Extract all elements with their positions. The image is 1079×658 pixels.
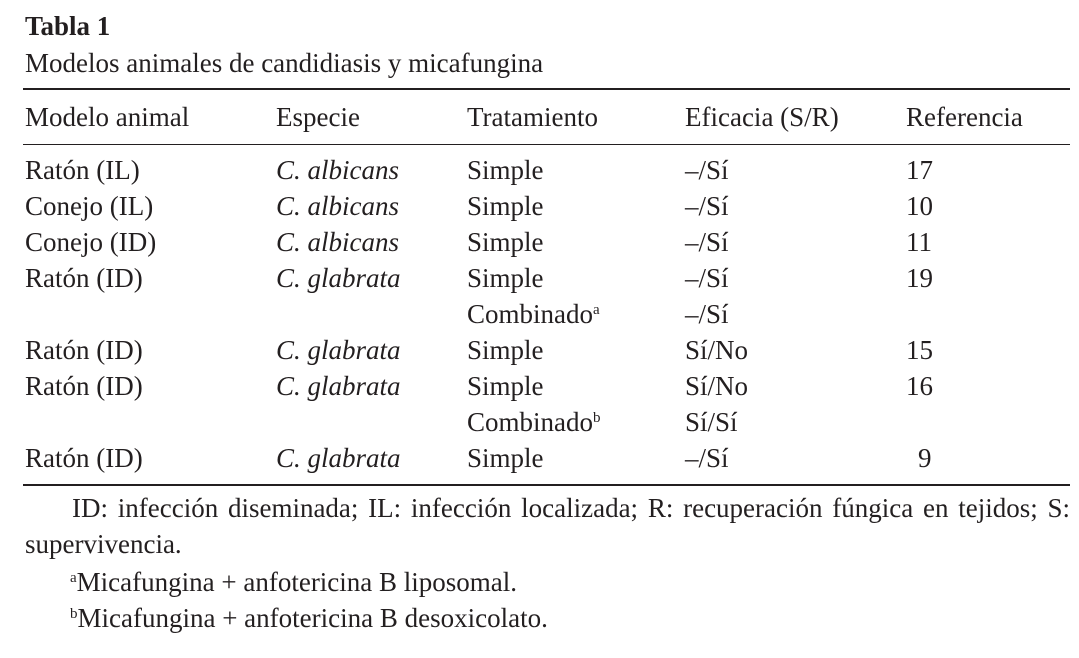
footnote-a — [70, 564, 517, 600]
header-treatment: Tratamiento — [467, 102, 598, 132]
cell-treatment: Combinado$^b$ — [467, 407, 601, 437]
header-efficacy: Eficacia (S/R) — [685, 102, 839, 132]
cell-efficacy: –/Sí — [685, 299, 729, 329]
cell-efficacy: Sí/No — [685, 335, 749, 365]
footnote-b — [70, 600, 548, 636]
cell-reference: 9 — [918, 443, 932, 473]
cell-model: Ratón (ID) — [25, 335, 143, 365]
footnote-mark: a — [593, 302, 600, 318]
cell-model: Ratón (ID) — [25, 371, 143, 401]
cell-efficacy: –/Sí — [685, 227, 729, 257]
footnote-mark: b — [593, 410, 601, 426]
cell-efficacy: –/Sí — [685, 263, 729, 293]
cell-model: Ratón (ID) — [25, 443, 143, 473]
cell-reference: 16 — [906, 371, 933, 401]
cell-treatment: Simple — [467, 155, 544, 185]
cell-model: Conejo (IL) — [25, 191, 154, 221]
header-model: Modelo animal — [25, 102, 190, 132]
top-rule — [23, 88, 1070, 90]
footnote-a-text: Micafungina + anfotericina B liposomal. — [76, 567, 518, 597]
footnote-abbreviations: ID: infección diseminada; IL: infección localizada; R: recuperación fúngica en tejidos; S: supervivencia. — [25, 493, 1070, 559]
cell-efficacy: Sí/Sí — [685, 407, 738, 437]
cell-treatment: Simple — [467, 371, 544, 401]
cell-species: C. glabrata — [276, 371, 401, 401]
cell-reference: 19 — [906, 263, 933, 293]
cell-treatment: Simple — [467, 335, 544, 365]
cell-treatment: Simple — [467, 443, 544, 473]
cell-model: Conejo (ID) — [25, 227, 157, 257]
cell-treatment: Combinado$^a$ — [467, 299, 600, 329]
cell-species: C. albicans — [276, 191, 400, 221]
cell-efficacy: Sí/No — [685, 371, 749, 401]
bottom-rule — [23, 484, 1070, 486]
cell-reference: 17 — [906, 155, 933, 185]
cell-efficacy: –/Sí — [685, 191, 729, 221]
cell-treatment: Simple — [467, 263, 544, 293]
cell-treatment: Simple — [467, 191, 544, 221]
footnote-b-mark: b — [70, 606, 78, 622]
cell-species: C. glabrata — [276, 443, 401, 473]
footnote-b-text: Micafungina + anfotericina B desoxicolato. — [77, 603, 548, 633]
cell-reference: 11 — [906, 227, 932, 257]
cell-model: Ratón (IL) — [25, 155, 140, 185]
cell-reference: 10 — [906, 191, 933, 221]
header-reference: Referencia — [906, 102, 1023, 132]
cell-efficacy: –/Sí — [685, 443, 729, 473]
cell-reference: 15 — [906, 335, 933, 365]
cell-species: C. glabrata — [276, 263, 401, 293]
cell-treatment: Simple — [467, 227, 544, 257]
header-rule — [23, 144, 1070, 145]
cell-efficacy: –/Sí — [685, 155, 729, 185]
table-title: Tabla 1 — [25, 11, 111, 41]
cell-species: C. glabrata — [276, 335, 401, 365]
footnote-a-mark: a — [70, 570, 77, 586]
table-caption: Modelos animales de candidiasis y micafungina — [25, 48, 544, 78]
cell-species: C. albicans — [276, 155, 400, 185]
cell-model: Ratón (ID) — [25, 263, 143, 293]
cell-species: C. albicans — [276, 227, 400, 257]
header-species: Especie — [276, 102, 360, 132]
